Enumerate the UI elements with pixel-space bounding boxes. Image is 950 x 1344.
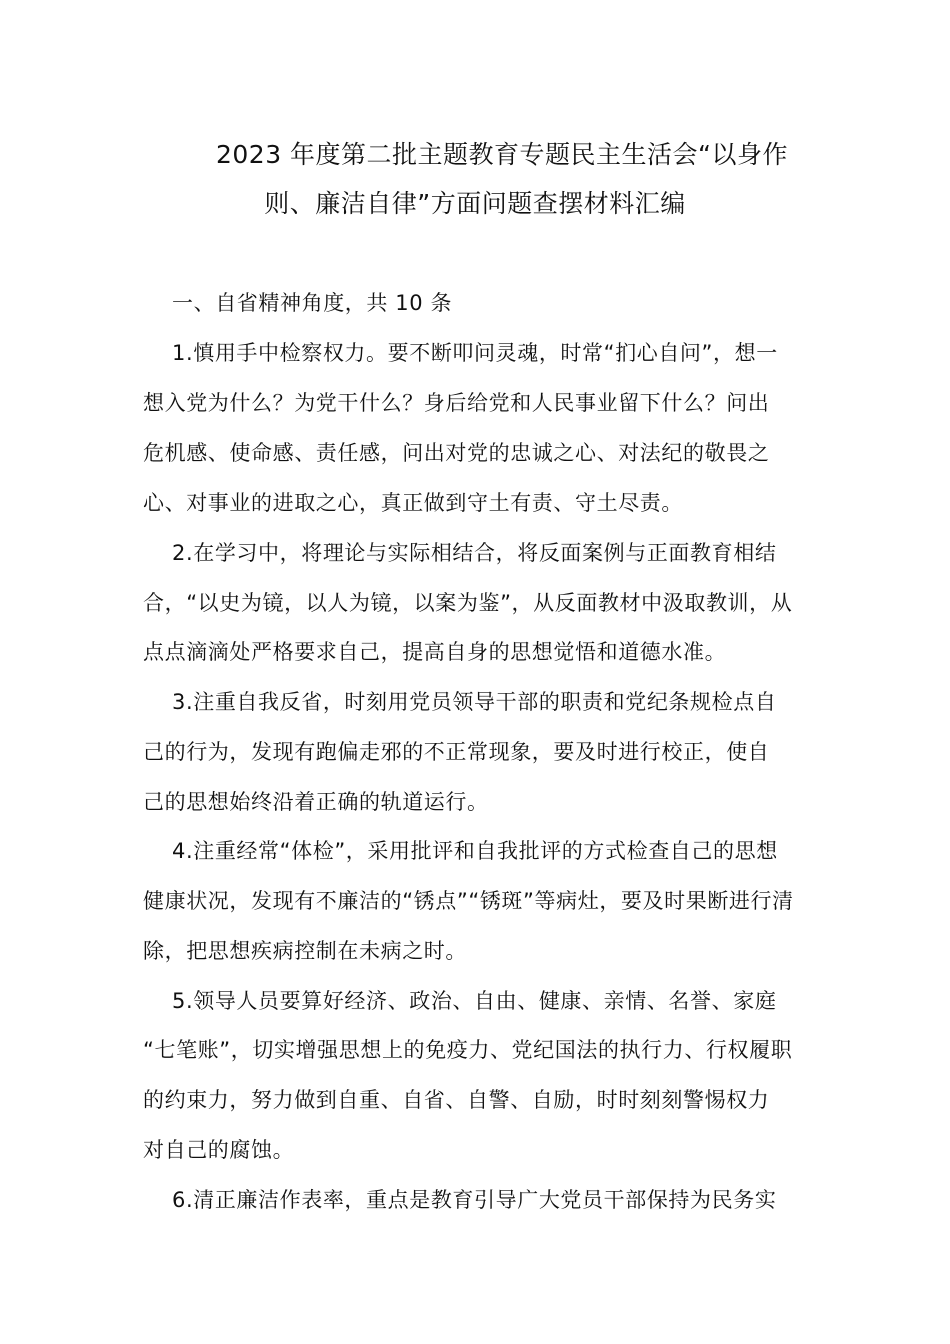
paragraph-2-line-1: 2.在学习中，将理论与实际相结合，将反面案例与正面教育相结 — [172, 541, 777, 565]
paragraph-2-line-2: 合，“以史为镜，以人为镜，以案为鉴”，从反面教材中汲取教训，从 — [143, 591, 793, 615]
paragraph-3-line-1: 3.注重自我反省，时刻用党员领导干部的职责和党纪条规检点自 — [172, 690, 777, 714]
paragraph-1-line-1: 1.慎用手中检察权力。要不断叩问灵魂，时常“扪心自问”，想一 — [172, 341, 778, 365]
paragraph-5-line-2: “七笔账”，切实增强思想上的免疫力、党纪国法的执行力、行权履职 — [143, 1038, 793, 1062]
paragraph-5-line-3: 的约束力，努力做到自重、自省、自警、自励，时时刻刻警惕权力 — [143, 1088, 770, 1112]
paragraph-2-line-3: 点点滴滴处严格要求自己，提高自身的思想觉悟和道德水准。 — [143, 640, 727, 664]
paragraph-3-line-3: 己的思想始终沿着正确的轨道运行。 — [143, 790, 489, 814]
paragraph-1-line-2: 想入党为什么？为党干什么？身后给党和人民事业留下什么？问出 — [143, 391, 770, 415]
paragraph-1-line-3: 危机感、使命感、责任感，问出对党的忠诚之心、对法纪的敬畏之 — [143, 441, 770, 465]
document-title-line-1: 2023 年度第二批主题教育专题民主生活会“以身作 — [215, 140, 789, 169]
paragraph-1-line-4: 心、对事业的进取之心，真正做到守土有责、守土尽责。 — [143, 491, 683, 515]
section-heading: 一、自省精神角度，共 10 条 — [172, 291, 453, 315]
paragraph-4-line-2: 健康状况，发现有不廉洁的“锈点”“锈斑”等病灶，要及时果断进行清 — [143, 889, 794, 913]
paragraph-5-line-4: 对自己的腐蚀。 — [143, 1138, 295, 1162]
paragraph-6-line-1: 6.清正廉洁作表率，重点是教育引导广大党员干部保持为民务实 — [172, 1188, 777, 1212]
paragraph-3-line-2: 己的行为，发现有跑偏走邪的不正常现象，要及时进行校正，使自 — [143, 740, 770, 764]
paragraph-4-line-3: 除，把思想疾病控制在未病之时。 — [143, 939, 467, 963]
document-title-line-2: 则、廉洁自律”方面问题查摆材料汇编 — [264, 189, 686, 218]
paragraph-4-line-1: 4.注重经常“体检”，采用批评和自我批评的方式检查自己的思想 — [172, 839, 778, 863]
paragraph-5-line-1: 5.领导人员要算好经济、政治、自由、健康、亲情、名誉、家庭 — [172, 989, 777, 1013]
